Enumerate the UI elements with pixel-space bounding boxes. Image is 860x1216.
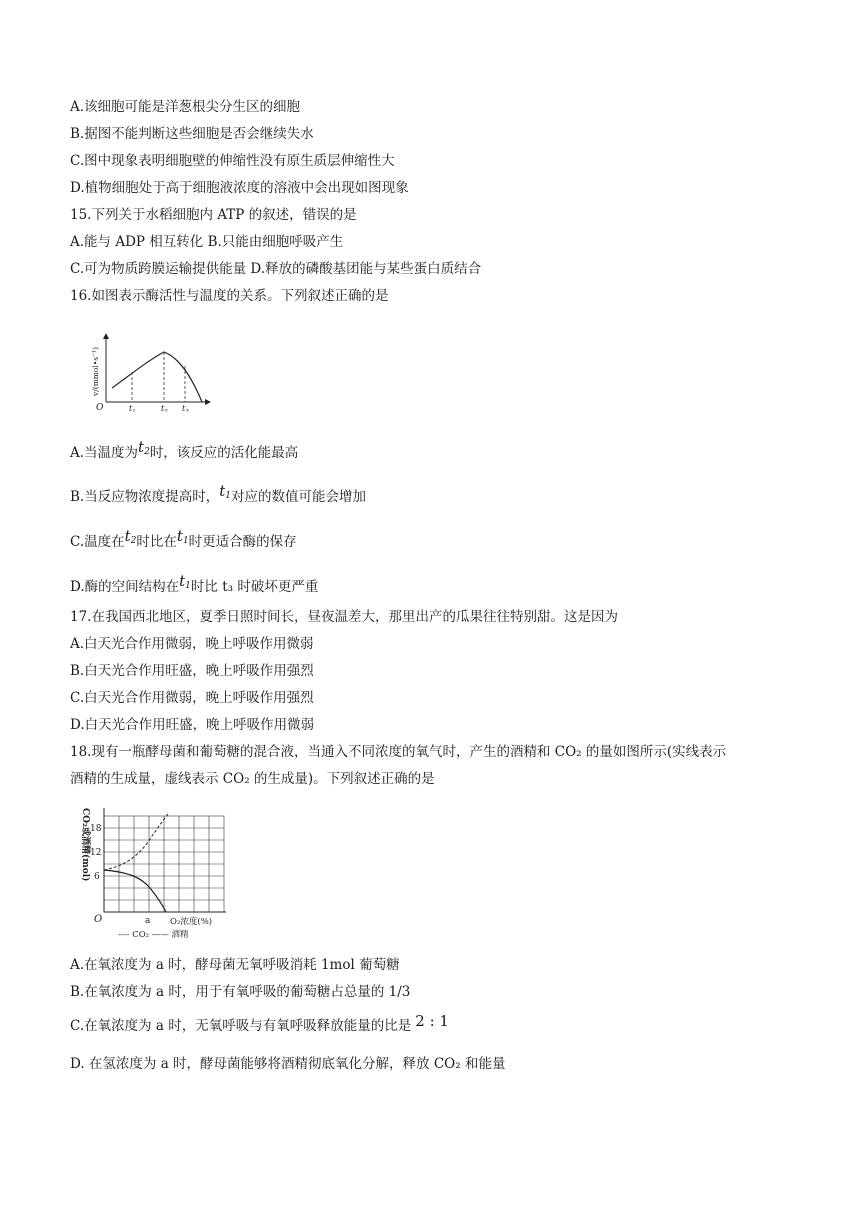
q16-option-a: A.当温度为$t_2$时，该反应的活化能最高 (70, 438, 299, 461)
q16-option-d: D.酶的空间结构在$t_1$时比 t₃ 时破坏更严重 (70, 572, 319, 595)
q15-options-ab: A.能与 ADP 相互转化 B.只能由细胞呼吸产生 (70, 234, 344, 250)
q18-option-d: D. 在氢浓度为 a 时，酵母菌能够将酒精彻底氧化分解，释放 CO₂ 和能量 (70, 1056, 506, 1072)
q18-option-a: A.在氧浓度为 a 时，酵母菌无氧呼吸消耗 1mol 葡萄糖 (70, 957, 400, 973)
q16-activity-curve (112, 352, 202, 402)
q18-option-b: B.在氧浓度为 a 时，用于有氧呼吸的葡萄糖占总量的 1/3 (70, 984, 411, 1000)
q14-option-d: D.植物细胞处于高于细胞液浓度的溶液中会出现如图现象 (70, 180, 409, 196)
q17-option-d: D.白天光合作用旺盛，晚上呼吸作用微弱 (70, 717, 315, 733)
q18-xlabel: O₂浓度(%) (170, 917, 213, 927)
q18-legend: ---- CO₂ —— 酒精 (118, 930, 189, 940)
q15-stem: 15.下列关于水稻细胞内 ATP 的叙述，错误的是 (70, 207, 357, 223)
q18-yeast-respiration-figure (70, 800, 230, 942)
q16-stem: 16.如图表示酶活性与温度的关系。下列叙述正确的是 (70, 288, 389, 304)
q16-axes (106, 334, 210, 402)
q18-ylabel: CO₂或酒精(mol) (80, 808, 90, 882)
q17-option-a: A.白天光合作用微弱，晚上呼吸作用微弱 (70, 636, 314, 652)
q17-option-c: C.白天光合作用微弱，晚上呼吸作用强烈 (70, 690, 314, 706)
q18-ytick-12: 12 (90, 848, 102, 858)
q14-option-c: C.图中现象表明细胞壁的伸缩性没有原生质层伸缩性大 (70, 153, 395, 169)
q18-ratio: 2 : 1 (415, 1012, 449, 1030)
q18-origin-label: O (94, 914, 103, 925)
q16-tick-t3: $t_3$ (182, 404, 189, 412)
q18-grid (104, 816, 224, 912)
q16-tick-t2: $t_2$ (161, 404, 168, 412)
q18-co2-dashed-curve (104, 814, 168, 870)
q17-stem: 17.在我国西北地区，夏季日照时间长，昼夜温差大，那里出产的瓜果往往特别甜。这是因为 (70, 609, 618, 625)
q18-ytick-18: 18 (90, 824, 102, 834)
q15-options-cd: C.可为物质跨膜运输提供能量 D.释放的磷酸基团能与某些蛋白质结合 (70, 261, 482, 277)
q18-stem-line2: 酒精的生成量，虚线表示 CO₂ 的生成量)。下列叙述正确的是 (70, 771, 435, 787)
q18-ytick-6: 6 (94, 872, 100, 882)
q14-option-b: B.据图不能判断这些细胞是否会继续失水 (70, 126, 314, 142)
q16-option-c: C.温度在$t_2$时比在$t_1$时更适合酶的保存 (70, 527, 297, 550)
q17-option-b: B.白天光合作用旺盛，晚上呼吸作用强烈 (70, 663, 314, 679)
q16-option-b: B.当反应物浓度提高时，$t_1$对应的数值可能会增加 (70, 482, 366, 505)
q18-option-c: C.在氧浓度为 a 时，无氧呼吸与有氧呼吸释放能量的比是 2 : 1 (70, 1012, 449, 1034)
q16-origin-label: O (96, 403, 104, 412)
q16-tick-t1: $t_1$ (129, 404, 136, 412)
q18-stem-line1: 18.现有一瓶酵母菌和葡萄糖的混合液，当通入不同浓度的氧气时，产生的酒精和 CO₂ 的量如图所示(实线表示 (70, 744, 727, 760)
q16-enzyme-temperature-figure (84, 330, 214, 412)
q14-option-a: A.该细胞可能是洋葱根尖分生区的细胞 (70, 99, 301, 115)
q18-x-mark-a: a (145, 916, 151, 926)
q16-ylabel: v/(mmol•s⁻¹) (91, 347, 100, 396)
